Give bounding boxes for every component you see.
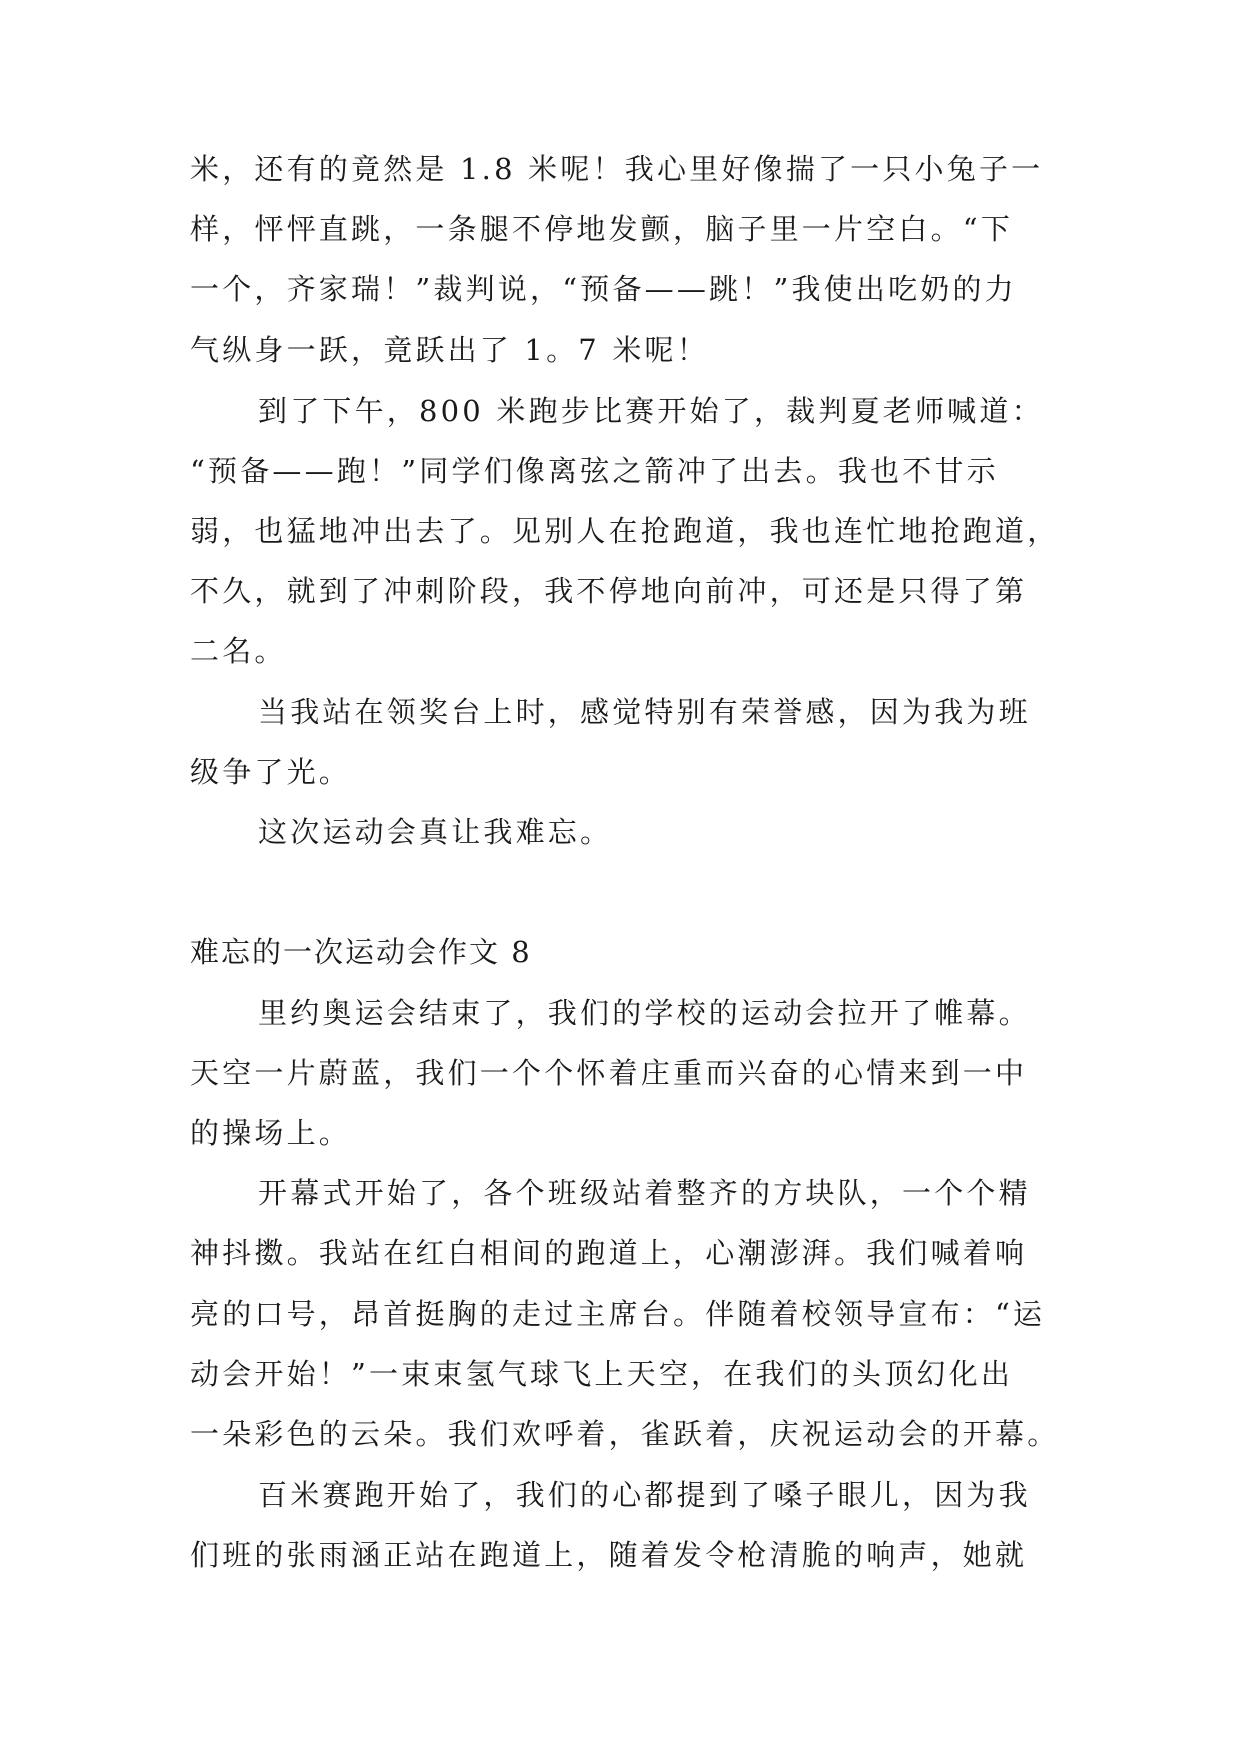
text-line: 到了下午，800 米跑步比赛开始了，裁判夏老师喊道： (258, 394, 1044, 428)
text-line: 动会开始！”一束束氢气球飞上天空，在我们的头顶幻化出 (190, 1357, 1014, 1391)
text-line: 神抖擞。我站在红白相间的跑道上，心潮澎湃。我们喊着响 (190, 1236, 1028, 1270)
text-line: 里约奥运会结束了，我们的学校的运动会拉开了帷幕。 (258, 996, 1031, 1030)
text-line: 百米赛跑开始了，我们的心都提到了嗓子眼儿，因为我 (258, 1478, 1031, 1512)
text-line: 天空一片蔚蓝，我们一个个怀着庄重而兴奋的心情来到一中 (190, 1056, 1028, 1090)
text-line: 弱，也猛地冲出去了。见别人在抢跑道，我也连忙地抢跑道， (190, 514, 1060, 548)
text-line: 样，怦怦直跳，一条腿不停地发颤，脑子里一片空白。“下 (190, 212, 1014, 246)
text-line: 级争了光。 (190, 755, 352, 789)
text-line: 一朵彩色的云朵。我们欢呼着，雀跃着，庆祝运动会的开幕。 (190, 1417, 1060, 1451)
section-heading: 难忘的一次运动会作文 8 (190, 935, 532, 969)
text-line: 开幕式开始了，各个班级站着整齐的方块队，一个个精 (258, 1176, 1031, 1210)
text-line: 亮的口号，昂首挺胸的走过主席台。伴随着校领导宣布：“运 (190, 1297, 1046, 1331)
text-line: 这次运动会真让我难忘。 (258, 815, 613, 849)
text-line: 二名。 (190, 634, 287, 668)
text-line: 气纵身一跃，竟跃出了 1。7 米呢！ (190, 333, 709, 367)
text-line: 当我站在领奖台上时，感觉特别有荣誉感，因为我为班 (258, 695, 1031, 729)
text-line: “预备——跑！”同学们像离弦之箭冲了出去。我也不甘示 (190, 454, 999, 488)
text-line: 的操场上。 (190, 1116, 352, 1150)
text-line: 不久，就到了冲刺阶段，我不停地向前冲，可还是只得了第 (190, 574, 1028, 608)
text-line: 们班的张雨涵正站在跑道上，随着发令枪清脆的响声，她就 (190, 1538, 1028, 1572)
text-line: 米，还有的竟然是 1.8 米呢！我心里好像揣了一只小兔子一 (190, 152, 1044, 186)
text-line: 一个，齐家瑞！”裁判说，“预备——跳！”我使出吃奶的力 (190, 272, 1017, 306)
